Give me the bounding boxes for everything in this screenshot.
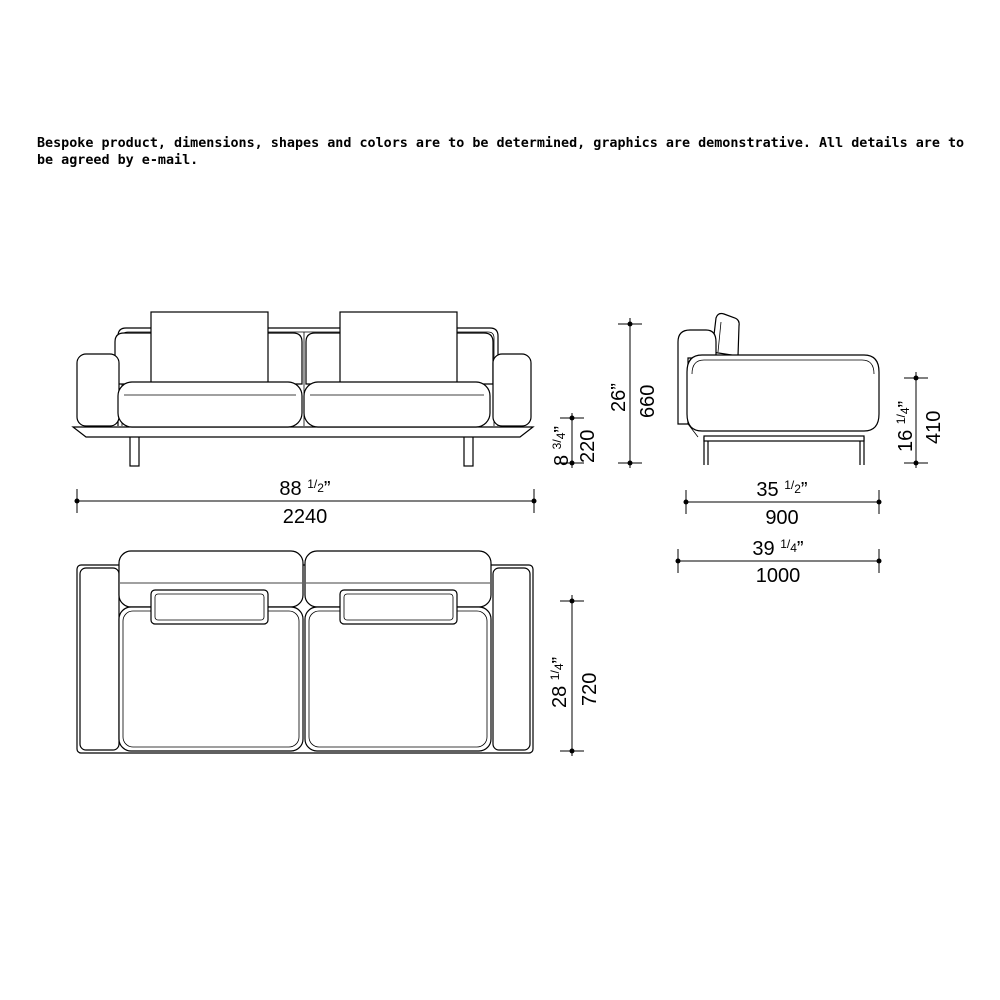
front-width-inches: 88 $^1/_2$” xyxy=(279,477,331,500)
front-armrest-right xyxy=(493,354,531,426)
top-view xyxy=(77,551,533,753)
disclaimer-note: Bespoke product, dimensions, shapes and colors are to be determined, graphics are demonstrative. All details are to be agreed by e-mail. xyxy=(37,136,965,168)
front-armrest-left xyxy=(77,354,119,426)
front-leg-height-inches: 8 $^3/_4$” xyxy=(550,425,573,466)
top-seat-right xyxy=(305,607,491,751)
front-base-platform xyxy=(73,427,533,437)
front-pillow-left xyxy=(151,312,268,387)
side-overall-inches: 39 $^1/_4$” xyxy=(752,537,804,560)
front-height-mm: 660 xyxy=(637,384,659,418)
front-leg-height-mm: 220 xyxy=(577,429,599,463)
top-seat-left xyxy=(119,607,303,751)
side-overall-dimension xyxy=(676,537,882,587)
front-seat-right xyxy=(304,382,490,427)
top-depth-inches: 28 $^1/_4$” xyxy=(548,656,571,708)
front-width-mm: 2240 xyxy=(282,506,328,528)
side-armrest-inches: 16 $^1/_4$” xyxy=(894,400,917,452)
side-armrest-mm: 410 xyxy=(923,410,945,444)
side-depth-dimension xyxy=(684,478,882,529)
top-armrest-right xyxy=(493,568,530,750)
top-depth-mm: 720 xyxy=(579,672,601,706)
front-height-dimension xyxy=(608,318,659,468)
top-depth-dimension xyxy=(548,595,601,756)
top-pillow-right xyxy=(340,590,457,624)
side-view xyxy=(678,314,879,466)
front-leg-height-dimension xyxy=(550,413,599,468)
front-seat-left xyxy=(118,382,302,427)
side-depth-inches: 35 $^1/_2$” xyxy=(756,478,808,501)
front-height-inches: 26” xyxy=(608,383,630,412)
front-view xyxy=(73,312,533,466)
side-armrest-dimension xyxy=(894,372,945,468)
side-base-rail xyxy=(704,436,864,441)
front-width-dimension xyxy=(75,477,537,528)
side-depth-mm: 900 xyxy=(765,507,799,529)
front-pillow-right xyxy=(340,312,457,387)
side-seat-body xyxy=(687,355,879,431)
top-pillow-left xyxy=(151,590,268,624)
side-overall-mm: 1000 xyxy=(755,565,801,587)
top-armrest-left xyxy=(80,568,119,750)
front-right-leg xyxy=(464,436,473,466)
front-left-leg xyxy=(130,436,139,466)
